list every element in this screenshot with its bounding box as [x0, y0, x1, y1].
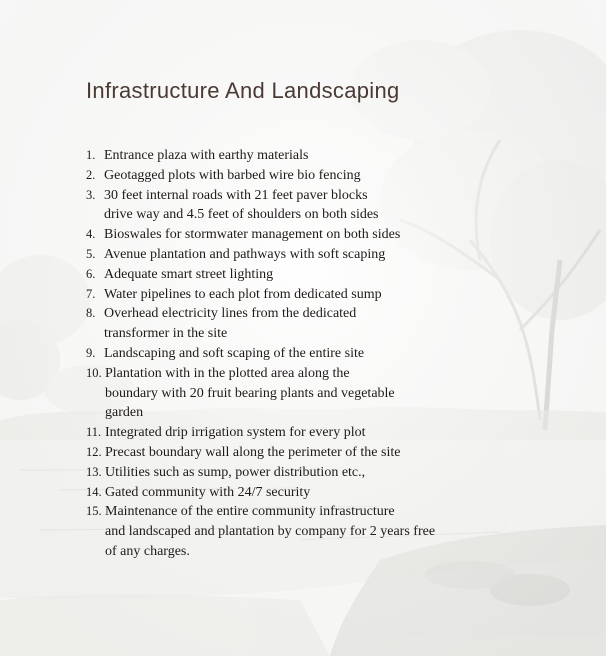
- list-item-line: Gated community with 24/7 security: [105, 484, 311, 500]
- list-item-text: [104, 344, 364, 364]
- list-item-line: Maintenance of the entire community infrastructure: [105, 504, 395, 520]
- list-item-line: Landscaping and soft scaping of the entire site: [104, 345, 365, 361]
- page-title: Infrastructure And Landscaping: [86, 78, 400, 103]
- list-item-text: [104, 245, 385, 265]
- list-item-number: 15.: [86, 504, 102, 519]
- list-item-text: [104, 166, 361, 186]
- list-item-number: 11.: [86, 425, 102, 440]
- list-item-line: Adequate smart street lighting: [104, 266, 274, 282]
- list-item-line: Entrance plaza with earthy materials: [104, 148, 309, 163]
- list-item: [86, 186, 526, 226]
- list-item-line: Plantation with in the plotted area along the: [105, 365, 350, 381]
- list-item-number: 9.: [86, 345, 96, 360]
- list-item: [86, 265, 526, 285]
- list-item-text: [104, 285, 382, 305]
- list-item-line: Water pipelines to each plot from dedicated sump: [104, 286, 382, 302]
- list-item-text: [104, 186, 379, 226]
- list-item-number: 2.: [86, 167, 96, 182]
- list-item: [86, 344, 526, 364]
- list-item-line: and landscaped and plantation by company for 2 years free: [105, 524, 436, 540]
- list-item: [86, 364, 526, 423]
- list-item: [86, 166, 526, 186]
- list-item-text: [104, 146, 308, 166]
- list-item-line: Utilities such as sump, power distribution etc.,: [105, 464, 366, 480]
- list-item-text: [105, 423, 365, 443]
- list-item-line: Overhead electricity lines from the dedicated: [104, 306, 357, 322]
- list-item: [86, 285, 526, 305]
- list-item: [86, 443, 526, 463]
- list-item-number: 3.: [86, 187, 96, 202]
- list-item-line: Precast boundary wall along the perimeter of the site: [105, 444, 401, 460]
- list-item-line: Bioswales for stormwater management on both sides: [104, 227, 401, 243]
- list-item: [86, 463, 526, 483]
- list-item-line: transformer in the site: [104, 326, 228, 342]
- list-item-line: of any charges.: [105, 543, 190, 559]
- list-item-text: [104, 225, 400, 245]
- list-item: [86, 225, 526, 245]
- list-item-line: Avenue plantation and pathways with soft scaping: [104, 246, 386, 262]
- list-item: [86, 245, 526, 265]
- list-item: [86, 483, 526, 503]
- list-item: [86, 146, 526, 166]
- list-item-line: Integrated drip irrigation system for every plot: [105, 425, 366, 441]
- list-item-number: 6.: [86, 266, 96, 281]
- list-item-line: garden: [105, 405, 144, 421]
- list-item-text: [105, 443, 400, 463]
- list-item-line: drive way and 4.5 feet of shoulders on both sides: [104, 207, 379, 223]
- list-item: [86, 304, 526, 344]
- list-item-number: 14.: [86, 484, 102, 499]
- list-item-number: 5.: [86, 246, 96, 261]
- list-item-line: 30 feet internal roads with 21 feet paver blocks: [104, 187, 368, 203]
- list-item-number: 12.: [86, 444, 102, 459]
- list-item-text: [105, 483, 310, 503]
- list-item-text: [105, 502, 435, 561]
- list-item-line: boundary with 20 fruit bearing plants and vegetable: [105, 385, 395, 401]
- list-item-number: 10.: [86, 365, 102, 380]
- list-item-number: 8.: [86, 306, 96, 321]
- list-item: [86, 423, 526, 443]
- list-item-number: 13.: [86, 464, 102, 479]
- list-item-number: 7.: [86, 286, 96, 301]
- amenities-list: [86, 146, 526, 562]
- list-item-text: [105, 463, 365, 483]
- list-item-text: [105, 364, 395, 423]
- list-item-number: 4.: [86, 227, 96, 242]
- list-item-text: [104, 304, 356, 344]
- list-item: [86, 502, 526, 561]
- list-item-line: Geotagged plots with barbed wire bio fencing: [104, 167, 361, 183]
- list-item-number: 1.: [86, 148, 96, 162]
- list-item-text: [104, 265, 273, 285]
